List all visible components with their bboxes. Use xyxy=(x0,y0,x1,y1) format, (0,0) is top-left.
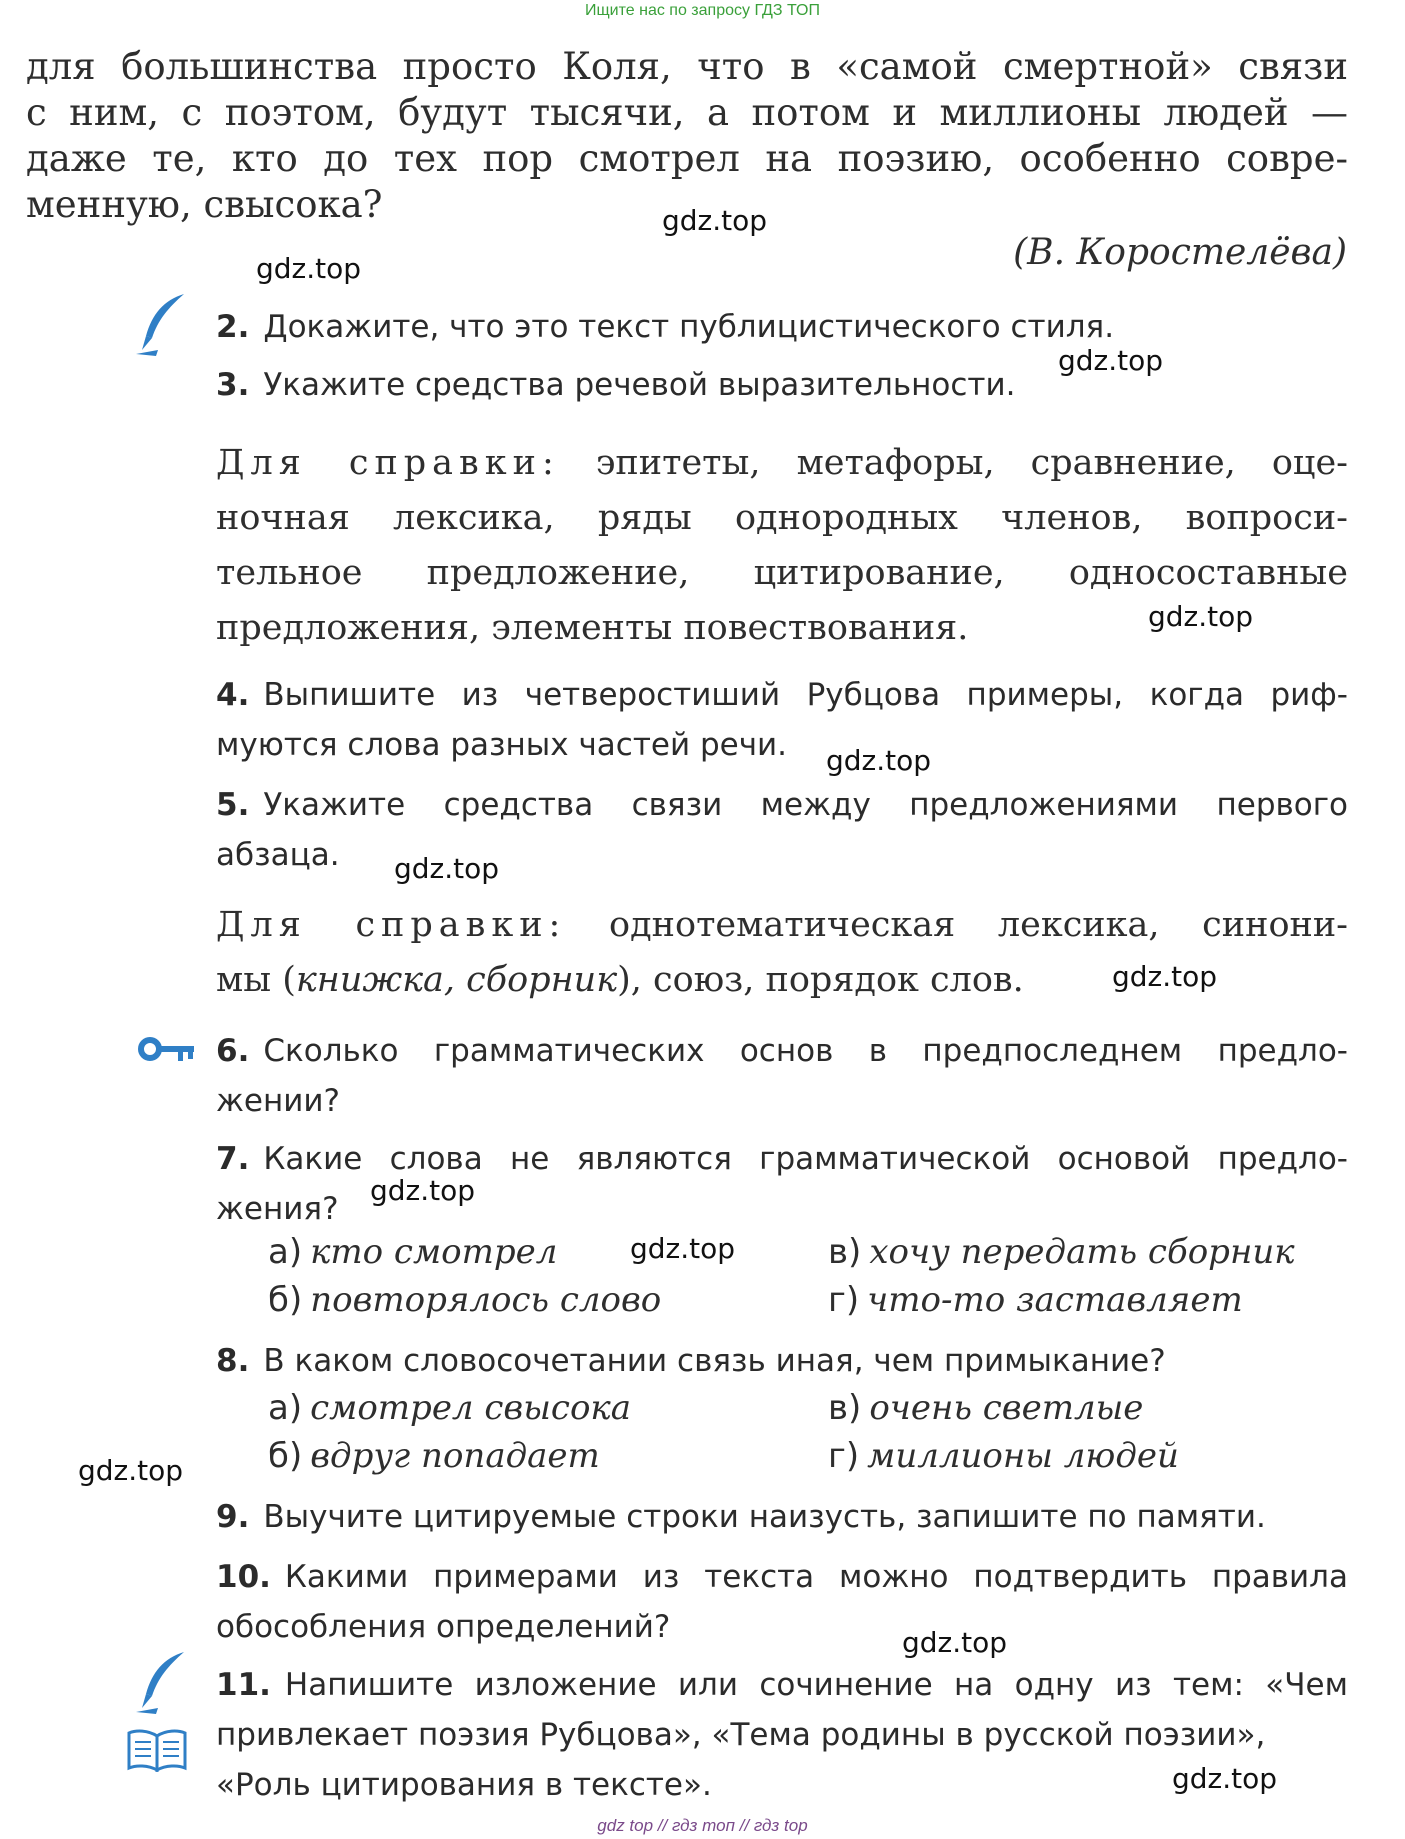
task-number: 8. xyxy=(216,1343,250,1379)
task-line xyxy=(216,670,1348,720)
task-number: 10. xyxy=(216,1559,271,1595)
watermark: gdz.top xyxy=(1172,1762,1278,1795)
hint-text: мы ( xyxy=(216,960,296,1000)
hint-text: эпитеты, метафоры, сравнение, оце- xyxy=(595,443,1348,483)
task-text: Какими примерами из текста можно подтвердить правила xyxy=(284,1559,1348,1595)
option-text: смотрел свысока xyxy=(310,1388,632,1428)
bottom-banner[interactable]: gdz top // гдз топ // гдз top xyxy=(597,1816,808,1835)
task-text: Какие слова не являются грамматической основой предло- xyxy=(263,1141,1348,1177)
option-text: вдруг попадает xyxy=(310,1436,600,1476)
option-a[interactable] xyxy=(268,1228,557,1276)
open-book-icon xyxy=(126,1728,188,1772)
passage-author: (В. Коростелёва) xyxy=(1013,232,1347,273)
hint-text: ), союз, порядок слов. xyxy=(617,960,1024,1000)
hint-line xyxy=(216,436,1348,491)
task-number: 2. xyxy=(216,309,250,345)
task-text: Выпишите из четверостиший Рубцова примеры, когда риф- xyxy=(263,677,1348,713)
option-letter: а) xyxy=(268,1388,303,1428)
hint-line: предложения, элементы повествования. xyxy=(216,608,969,648)
option-letter: а) xyxy=(268,1232,303,1272)
hint-line: ночная лексика, ряды однородных членов, вопроси- xyxy=(216,498,1348,538)
hint-line: тельное предложение, цитирование, односоставные xyxy=(216,553,1348,593)
option-v[interactable] xyxy=(828,1228,1295,1276)
task-4 xyxy=(216,670,1348,770)
task-line xyxy=(216,1660,1348,1710)
hint-label: Для справки: xyxy=(216,443,560,483)
task-line: обособления определений? xyxy=(216,1609,671,1645)
task-10 xyxy=(216,1552,1348,1652)
option-b[interactable] xyxy=(268,1432,600,1480)
task-line xyxy=(216,780,1348,830)
task-6 xyxy=(216,1026,1348,1126)
task-5 xyxy=(216,780,1348,880)
option-g[interactable] xyxy=(828,1432,1179,1480)
task-number: 11. xyxy=(216,1667,271,1703)
task-text: Укажите средства речевой выразительности. xyxy=(263,367,1016,403)
option-letter: в) xyxy=(828,1232,862,1272)
watermark: gdz.top xyxy=(826,744,932,777)
task-line: жении? xyxy=(216,1083,341,1119)
watermark: gdz.top xyxy=(1058,344,1164,377)
task-text: Докажите, что это текст публицистического стиля. xyxy=(263,309,1115,345)
watermark: gdz.top xyxy=(902,1626,1008,1659)
task-number: 6. xyxy=(216,1033,250,1069)
option-a[interactable] xyxy=(268,1384,631,1432)
option-text: хочу передать сборник xyxy=(869,1232,1295,1272)
task-text: В каком словосочетании связь иная, чем примыкание? xyxy=(263,1343,1166,1379)
passage-line-3: даже те, кто до тех пор смотрел на поэзию, особенно совре- xyxy=(26,137,1348,180)
task-3 xyxy=(216,360,1348,410)
task-text: Сколько грамматических основ в предпоследнем предло- xyxy=(263,1033,1348,1069)
option-letter: г) xyxy=(828,1280,860,1320)
watermark: gdz.top xyxy=(394,852,500,885)
task-line: абзаца. xyxy=(216,837,340,873)
option-v[interactable] xyxy=(828,1384,1143,1432)
task-line xyxy=(216,1026,1348,1076)
option-b[interactable] xyxy=(268,1276,661,1324)
task-line: жения? xyxy=(216,1191,339,1227)
hint-text: однотематическая лексика, синони- xyxy=(609,905,1348,945)
passage-line-1: для большинства просто Коля, что в «самой смертной» связи xyxy=(26,45,1348,88)
task-9 xyxy=(216,1492,1348,1542)
task-line xyxy=(216,1552,1348,1602)
hint-italic: книжка, сборник xyxy=(295,960,618,1000)
key-icon xyxy=(138,1034,196,1064)
task-line: «Роль цитирования в тексте». xyxy=(216,1767,712,1803)
option-letter: в) xyxy=(828,1388,862,1428)
quill-pen-icon xyxy=(134,292,188,358)
task-2 xyxy=(216,302,1348,352)
task-number: 4. xyxy=(216,677,250,713)
watermark: gdz.top xyxy=(1112,960,1218,993)
watermark: gdz.top xyxy=(256,252,362,285)
watermark: gdz.top xyxy=(78,1454,184,1487)
watermark: gdz.top xyxy=(662,204,768,237)
watermark: gdz.top xyxy=(630,1232,736,1265)
option-text: повторялось слово xyxy=(310,1280,662,1320)
option-letter: б) xyxy=(268,1436,303,1476)
option-text: что-то заставляет xyxy=(867,1280,1243,1320)
watermark: gdz.top xyxy=(370,1174,476,1207)
option-g[interactable] xyxy=(828,1276,1243,1324)
option-text: кто смотрел xyxy=(310,1232,558,1272)
hint-line xyxy=(216,898,1348,953)
option-text: миллионы людей xyxy=(867,1436,1179,1476)
task-text: Напишите изложение или сочинение на одну из тем: «Чем xyxy=(284,1667,1348,1703)
watermark: gdz.top xyxy=(1148,600,1254,633)
passage-line-2: с ним, с поэтом, будут тысячи, а потом и миллионы людей — xyxy=(26,91,1348,134)
passage-line-4: менную, свысока? xyxy=(26,183,383,226)
task-number: 3. xyxy=(216,367,250,403)
quill-pen-icon xyxy=(134,1650,188,1716)
task-number: 9. xyxy=(216,1499,250,1535)
top-banner[interactable]: Ищите нас по запросу ГДЗ ТОП xyxy=(585,2,820,19)
task-text: Выучите цитируемые строки наизусть, запишите по памяти. xyxy=(263,1499,1266,1535)
hint-label: Для справки: xyxy=(216,905,567,945)
option-letter: г) xyxy=(828,1436,860,1476)
option-letter: б) xyxy=(268,1280,303,1320)
task-number: 7. xyxy=(216,1141,250,1177)
task-line: привлекает поэзия Рубцова», «Тема родины в русской поэзии», xyxy=(216,1717,1266,1753)
task-line: муются слова разных частей речи. xyxy=(216,727,788,763)
task-number: 5. xyxy=(216,787,250,823)
task-text: Укажите средства связи между предложениями первого xyxy=(263,787,1348,823)
option-text: очень светлые xyxy=(869,1388,1144,1428)
task-8 xyxy=(216,1336,1348,1386)
